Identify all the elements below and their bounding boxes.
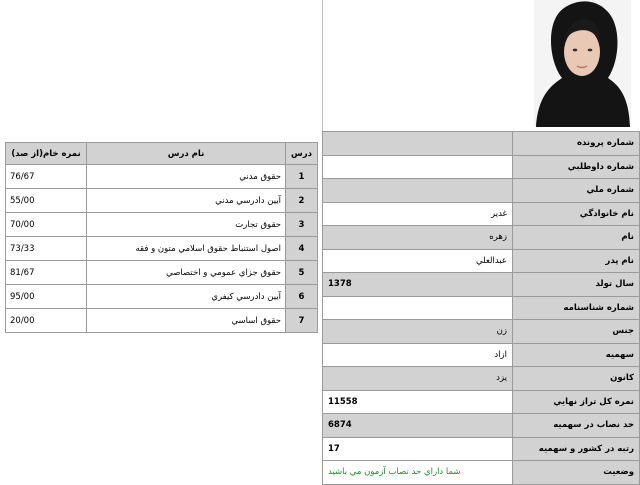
birth-year-label: سال تولد <box>513 273 640 297</box>
info-row-total-score <box>323 390 640 414</box>
courses-table <box>5 142 318 333</box>
header-course-score: نمره خام(از صد) <box>6 143 87 165</box>
course-name: حقوق اساسي <box>87 309 286 333</box>
course-score: 70/00 <box>6 213 87 237</box>
gender-value: زن <box>323 320 513 344</box>
info-row-threshold <box>323 414 640 438</box>
info-row-status <box>323 461 640 485</box>
first-name-value: زهره <box>323 226 513 250</box>
national-id-value <box>323 179 513 203</box>
applicant-info-table <box>322 131 640 485</box>
id-number-value <box>323 296 513 320</box>
total-score-label: نمره كل تراز نهايي <box>513 390 640 414</box>
course-name: اصول استنباط حقوق اسلامي متون و فقه <box>87 237 286 261</box>
rank-value: 17 <box>323 437 513 461</box>
course-score: 81/67 <box>6 261 87 285</box>
applicant-photo <box>534 0 631 127</box>
threshold-label: حد نصاب در سهميه <box>513 414 640 438</box>
birth-year-value: 1378 <box>323 273 513 297</box>
table-row <box>6 261 318 285</box>
applicant-number-label: شماره داوطلبي <box>513 155 640 179</box>
course-num: 5 <box>286 261 318 285</box>
course-num: 6 <box>286 285 318 309</box>
course-num: 3 <box>286 213 318 237</box>
table-row <box>6 285 318 309</box>
file-number-label: شماره پرونده <box>513 132 640 156</box>
course-num: 1 <box>286 165 318 189</box>
id-number-label: شماره شناسنامه <box>513 296 640 320</box>
threshold-value: 6874 <box>323 414 513 438</box>
course-score: 20/00 <box>6 309 87 333</box>
center-label: كانون <box>513 367 640 391</box>
info-row-birth-year <box>323 273 640 297</box>
file-number-value <box>323 132 513 156</box>
course-name: حقوق مدني <box>87 165 286 189</box>
info-row-quota <box>323 343 640 367</box>
info-row-first-name <box>323 226 640 250</box>
course-num: 7 <box>286 309 318 333</box>
table-row <box>6 189 318 213</box>
father-name-value: عبدالعلي <box>323 249 513 273</box>
course-name: آيين دادرسي مدني <box>87 189 286 213</box>
father-name-label: نام پدر <box>513 249 640 273</box>
info-row-id-number <box>323 296 640 320</box>
info-row-center <box>323 367 640 391</box>
course-score: 73/33 <box>6 237 87 261</box>
center-value: يزد <box>323 367 513 391</box>
header-course-num: درس <box>286 143 318 165</box>
status-value: شما داراي حد نصاب آزمون مي باشيد <box>323 461 513 485</box>
national-id-label: شماره ملي <box>513 179 640 203</box>
course-name: آيين دادرسي كيفري <box>87 285 286 309</box>
first-name-label: نام <box>513 226 640 250</box>
status-label: وضعيت <box>513 461 640 485</box>
info-row-father-name <box>323 249 640 273</box>
course-score: 76/67 <box>6 165 87 189</box>
info-row-national-id <box>323 179 640 203</box>
course-num: 4 <box>286 237 318 261</box>
course-score: 95/00 <box>6 285 87 309</box>
info-row-last-name <box>323 202 640 226</box>
course-num: 2 <box>286 189 318 213</box>
divider-line <box>322 0 323 131</box>
table-row <box>6 309 318 333</box>
info-row-file-number <box>323 132 640 156</box>
course-score: 55/00 <box>6 189 87 213</box>
course-name: حقوق جزاي عمومي و اختصاصي <box>87 261 286 285</box>
table-row <box>6 213 318 237</box>
last-name-label: نام خانوادگي <box>513 202 640 226</box>
course-name: حقوق تجارت <box>87 213 286 237</box>
courses-header-row <box>6 143 318 165</box>
gender-label: جنس <box>513 320 640 344</box>
rank-label: رتبه در كشور و سهميه <box>513 437 640 461</box>
last-name-value: غدير <box>323 202 513 226</box>
total-score-value: 11558 <box>323 390 513 414</box>
header-course-name: نام درس <box>87 143 286 165</box>
quota-value: ازاد <box>323 343 513 367</box>
quota-label: سهميه <box>513 343 640 367</box>
applicant-number-value <box>323 155 513 179</box>
table-row <box>6 165 318 189</box>
info-row-applicant-number <box>323 155 640 179</box>
table-row <box>6 237 318 261</box>
info-row-rank <box>323 437 640 461</box>
info-row-gender <box>323 320 640 344</box>
